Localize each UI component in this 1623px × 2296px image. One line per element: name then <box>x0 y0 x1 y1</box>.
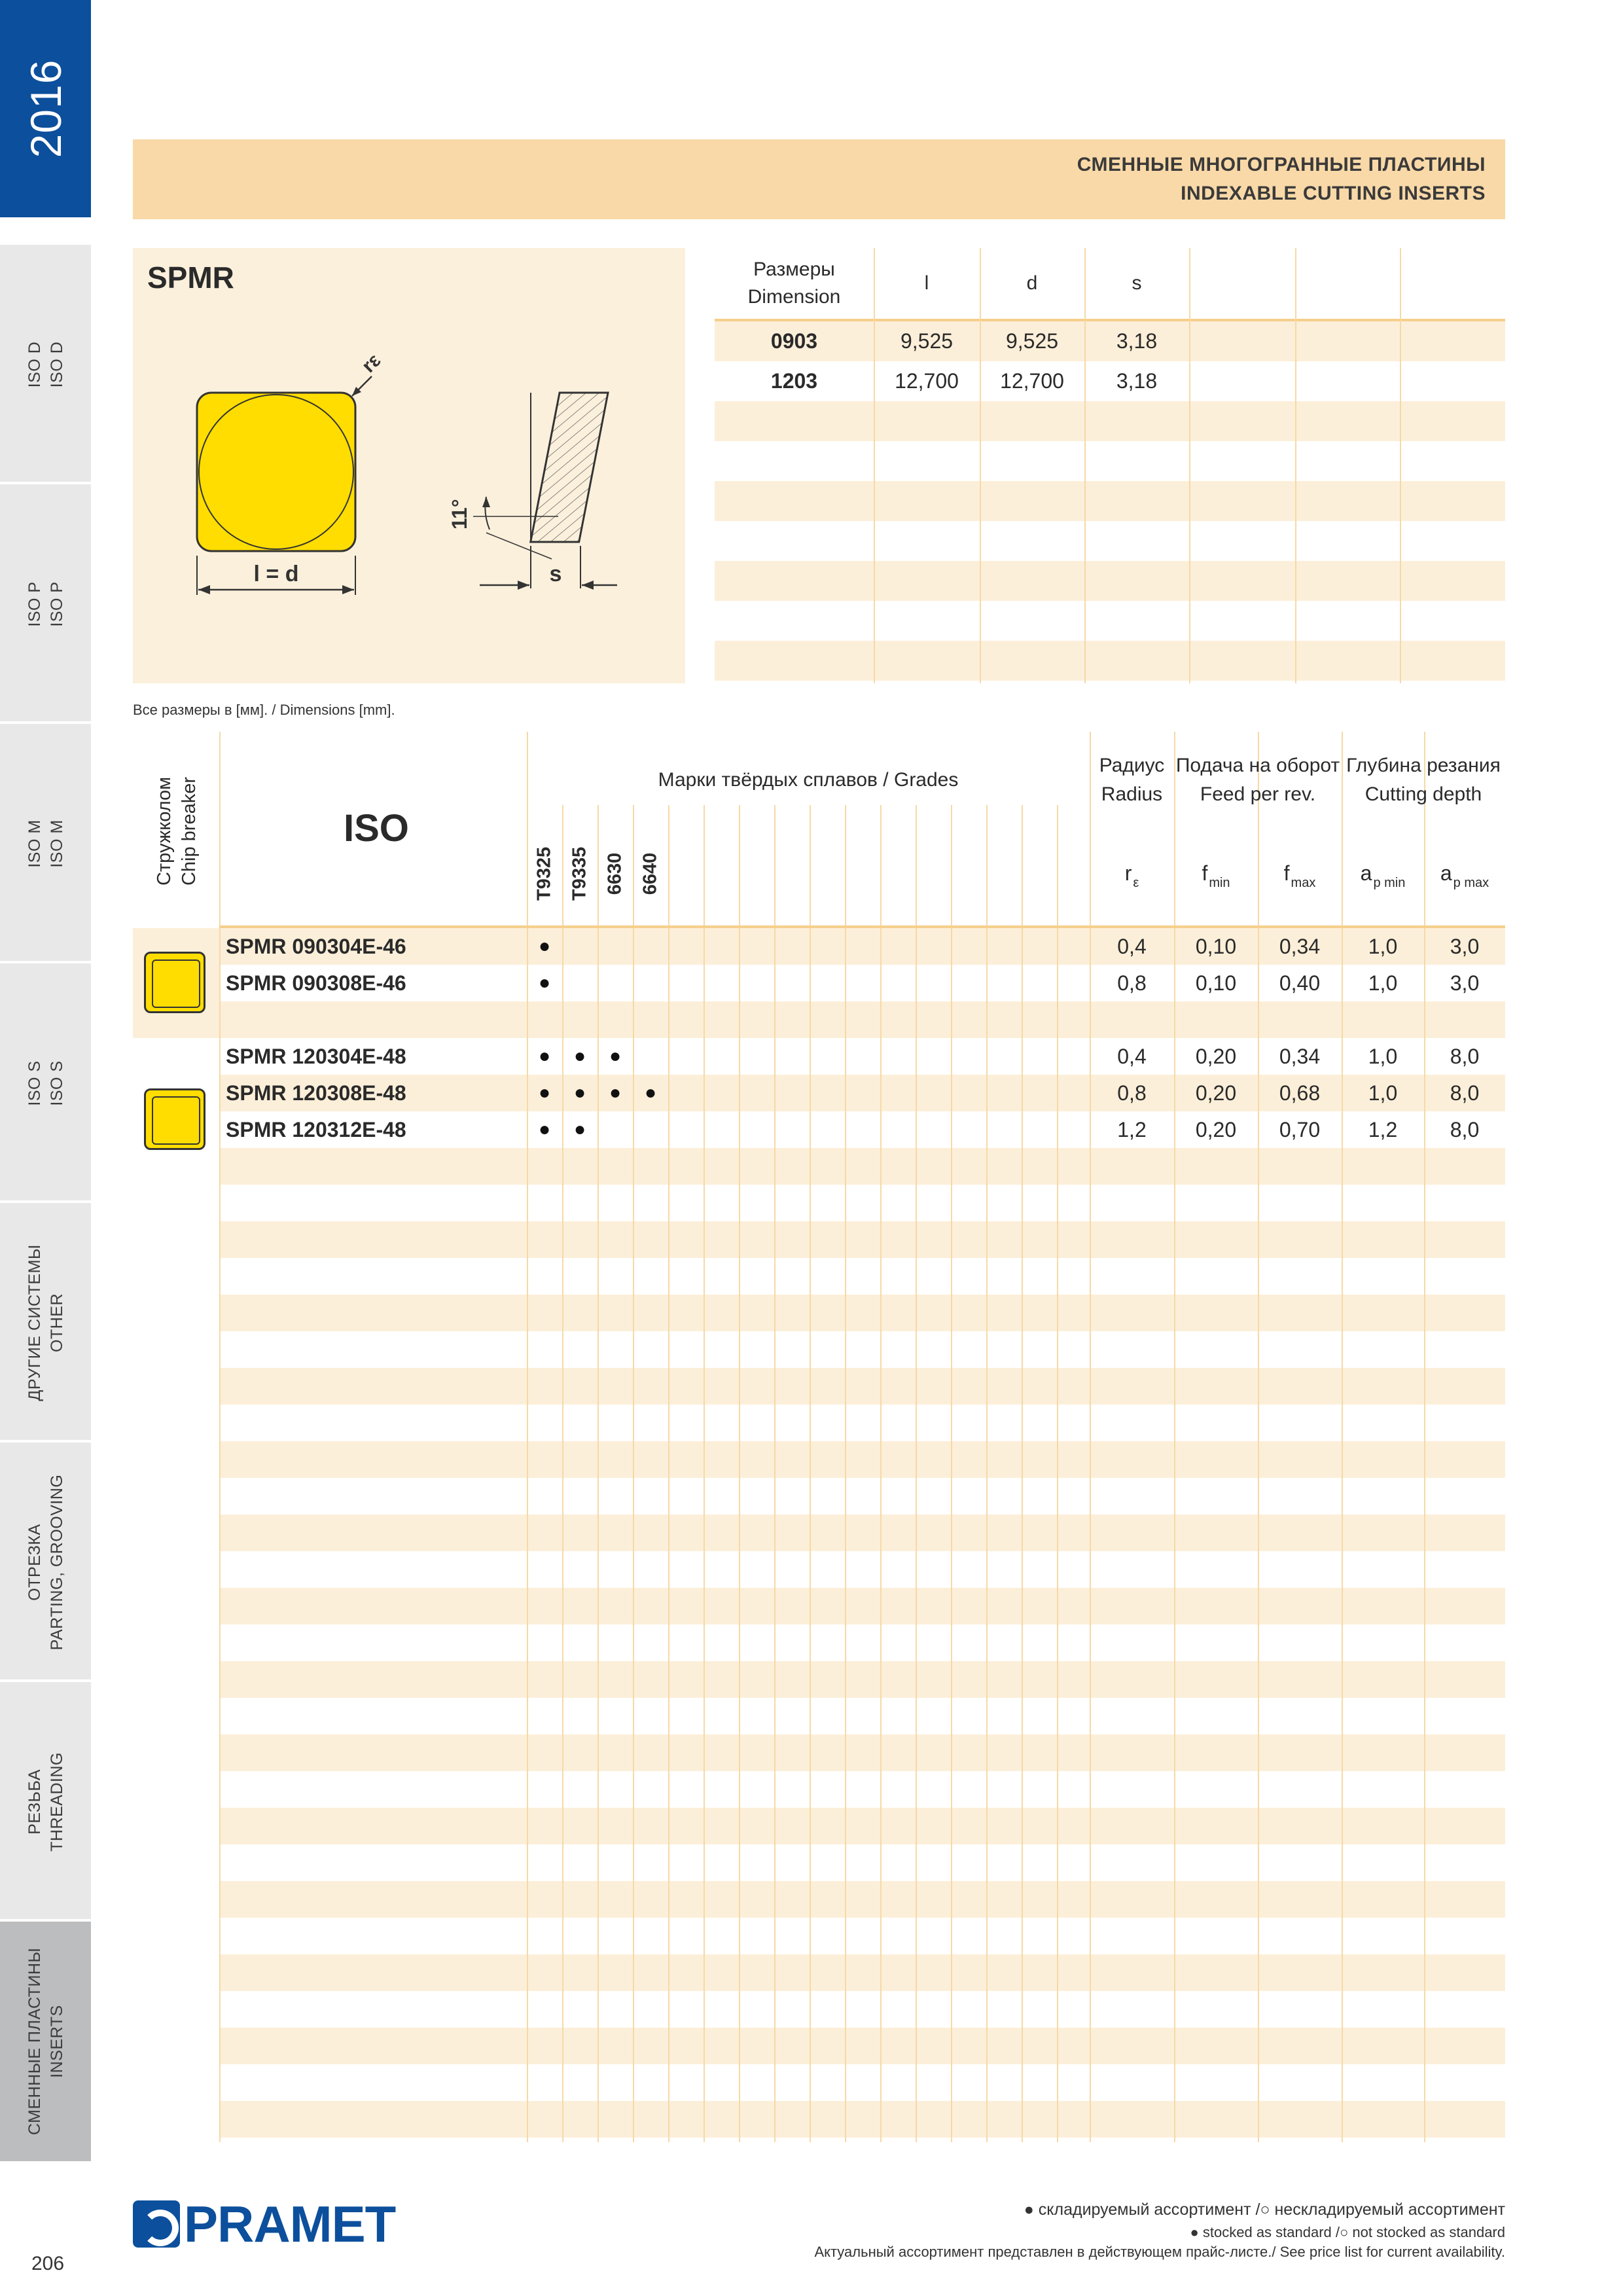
table-row-shade <box>219 1661 1505 1698</box>
dim-d-value: 9,525 <box>1005 329 1059 353</box>
year-tab <box>0 0 91 217</box>
table-row-shade <box>219 1001 1505 1038</box>
dimension-header-en: Dimension <box>747 286 841 308</box>
grade-column-line <box>1057 805 1058 2142</box>
chip-breaker-icon <box>144 952 205 1013</box>
grade-column-line <box>597 805 599 2142</box>
dim-divider <box>980 248 981 683</box>
table-row <box>219 928 1505 965</box>
dimension-row <box>715 321 1505 361</box>
insert-code: SPMR 090304E-46 <box>226 934 406 958</box>
grade-availability: ● <box>609 1082 622 1103</box>
angle-label: 11° <box>448 499 471 529</box>
table-row-shade <box>219 1441 1505 1478</box>
page-number: 206 <box>31 2253 65 2274</box>
apmin-value: 1,0 <box>1368 971 1398 995</box>
logo-text: PRAMET <box>184 2195 396 2253</box>
legend-ru: ● складируемый ассортимент /○ нескладируемый ассортимент <box>1024 2200 1505 2219</box>
dim-d-value: 12,700 <box>1000 369 1064 393</box>
grade-availability <box>597 965 633 1001</box>
insert-code: SPMR 120304E-48 <box>226 1044 406 1068</box>
grade-availability <box>597 928 633 965</box>
iso-header: ISO <box>344 807 409 850</box>
header-title-en: INDEXABLE CUTTING INSERTS <box>1181 183 1486 204</box>
apmax-value: 8,0 <box>1450 1117 1480 1141</box>
feed-header: Подача на оборот Feed per rev. <box>1175 755 1340 805</box>
grade-column-line <box>986 805 988 2142</box>
dimension-row-empty <box>715 481 1505 521</box>
grade-column-line <box>633 805 634 2142</box>
insert-front-view <box>197 393 355 551</box>
fmin-value: 0,10 <box>1195 934 1237 958</box>
table-row-shade <box>219 1881 1505 1918</box>
grade-availability: ● <box>573 1082 586 1103</box>
side-tab-iso-s[interactable]: ISO S ISO S <box>0 961 91 1203</box>
dimension-header-ru: Размеры <box>753 259 835 280</box>
table-row-shade <box>219 2101 1505 2138</box>
grade-column-line <box>774 805 776 2142</box>
table-row-shade <box>219 1515 1505 1551</box>
table-row-shade <box>219 1148 1505 1185</box>
table-row <box>219 965 1505 1001</box>
dim-code: 0903 <box>770 329 818 353</box>
grade-availability <box>633 1038 668 1075</box>
dim-divider <box>1400 248 1401 683</box>
grade-column-line <box>562 805 563 2142</box>
fmin-value: 0,20 <box>1195 1117 1237 1141</box>
insert-code: SPMR 120312E-48 <box>226 1117 406 1141</box>
apmax-value: 3,0 <box>1450 971 1480 995</box>
grade-name-t9335: T9335 <box>569 846 590 901</box>
dim-divider <box>1084 248 1086 683</box>
side-tab-iso-d[interactable]: ISO D ISO D <box>0 242 91 484</box>
grade-column-line <box>951 805 952 2142</box>
fmax-value: 0,34 <box>1279 934 1321 958</box>
table-row-shade <box>219 1368 1505 1405</box>
grade-availability <box>562 965 597 1001</box>
fmax-value: 0,68 <box>1279 1081 1321 1105</box>
table-row-shade <box>219 1588 1505 1624</box>
grade-availability: ● <box>538 935 551 957</box>
fmin-value: 0,20 <box>1195 1044 1237 1068</box>
table-row <box>219 1075 1505 1111</box>
table-row-shade <box>219 1734 1505 1771</box>
legend-en: ● stocked as standard /○ not stocked as standard <box>1190 2224 1505 2240</box>
insert-drawing <box>133 248 685 683</box>
side-tab-inserts[interactable]: СМЕННЫЕ ПЛАСТИНЫ INSERTS <box>0 1919 91 2161</box>
table-row-shade <box>219 1954 1505 1991</box>
grade-column-line <box>845 805 846 2142</box>
symbol-fmin: f $_{min}$ <box>1202 861 1230 890</box>
grade-availability: ● <box>538 1082 551 1103</box>
grade-availability: ● <box>538 1119 551 1140</box>
insert-drawing-panel <box>133 248 685 683</box>
dimension-row-empty <box>715 561 1505 601</box>
grade-column-line <box>739 805 740 2142</box>
grade-column-line <box>668 805 669 2142</box>
side-tab-other[interactable]: ДРУГИЕ СИСТЕМЫ OTHER <box>0 1200 91 1443</box>
apmin-value: 1,0 <box>1368 934 1398 958</box>
apmax-value: 8,0 <box>1450 1081 1480 1105</box>
dimension-row-empty <box>715 521 1505 561</box>
grade-availability <box>633 965 668 1001</box>
symbol-amin: a $_{p min}$ <box>1360 861 1406 890</box>
chip-breaker-cell <box>133 928 219 1038</box>
dim-divider <box>1189 248 1190 683</box>
dim-l-value: 9,525 <box>900 329 954 353</box>
dim-s-value: 3,18 <box>1116 329 1158 353</box>
apmin-value: 1,2 <box>1368 1117 1398 1141</box>
dim-s-label: s <box>549 562 562 586</box>
side-tab-parting-grooving[interactable]: ОТРЕЗКА PARTING, GROOVING <box>0 1440 91 1682</box>
grade-availability: ● <box>644 1082 657 1103</box>
insert-side-view <box>531 393 608 542</box>
apmax-value: 8,0 <box>1450 1044 1480 1068</box>
fmin-value: 0,20 <box>1195 1081 1237 1105</box>
dim-col-l: l <box>924 272 929 294</box>
symbol-r: r $_\varepsilon$ <box>1124 861 1139 890</box>
dim-col-s: s <box>1132 272 1142 294</box>
grade-availability: ● <box>573 1119 586 1140</box>
chip-breaker-icon <box>144 1088 205 1150</box>
dimension-table-header <box>715 248 1505 321</box>
dim-divider <box>1295 248 1296 683</box>
side-tab-iso-m[interactable]: ISO M ISO M <box>0 721 91 963</box>
dim-s-value: 3,18 <box>1116 369 1158 393</box>
dim-ld-label: l = d <box>253 562 299 586</box>
insert-type-title: SPMR <box>147 260 234 295</box>
table-row <box>219 1038 1505 1075</box>
radius-value: 1,2 <box>1117 1117 1147 1141</box>
grade-column-line <box>880 805 882 2142</box>
dim-col-d: d <box>1026 272 1038 294</box>
brand-logo <box>133 2195 396 2253</box>
chip-breaker-header: Стружколом Chip breaker <box>154 776 200 886</box>
apmax-value: 3,0 <box>1450 934 1480 958</box>
symbol-fmax: f $_{max}$ <box>1283 861 1316 890</box>
table-row-shade <box>219 1295 1505 1331</box>
year-label: 2016 <box>22 59 70 158</box>
grade-column-line <box>916 805 917 2142</box>
radius-value: 0,4 <box>1117 934 1147 958</box>
radius-value: 0,8 <box>1117 1081 1147 1105</box>
grade-name-t9325: T9325 <box>533 846 555 901</box>
grade-availability <box>633 928 668 965</box>
radius-value: 0,4 <box>1117 1044 1147 1068</box>
side-tab-iso-p[interactable]: ISO P ISO P <box>0 482 91 724</box>
grade-availability <box>597 1111 633 1148</box>
grade-availability <box>633 1111 668 1148</box>
insert-code: SPMR 120308E-48 <box>226 1081 406 1105</box>
grade-column-line <box>810 805 811 2142</box>
dim-l-value: 12,700 <box>895 369 959 393</box>
insert-code: SPMR 090308E-46 <box>226 971 406 995</box>
dimension-table <box>715 248 1505 681</box>
dimension-row-empty <box>715 441 1505 481</box>
apmin-value: 1,0 <box>1368 1081 1398 1105</box>
dim-divider <box>874 248 875 683</box>
symbol-amax: a $_{p max}$ <box>1440 861 1489 890</box>
dimension-row <box>715 361 1505 401</box>
header-title-ru: СМЕННЫЕ МНОГОГРАННЫЕ ПЛАСТИНЫ <box>1077 154 1486 175</box>
side-tab-threading[interactable]: РЕЗЬБА THREADING <box>0 1679 91 1922</box>
pramet-logo-icon <box>133 2200 180 2248</box>
depth-header: Глубина резания Cutting depth <box>1346 755 1501 805</box>
fmax-value: 0,34 <box>1279 1044 1321 1068</box>
radius-value: 0,8 <box>1117 971 1147 995</box>
fmax-value: 0,40 <box>1279 971 1321 995</box>
grade-name-6640: 6640 <box>639 852 661 895</box>
grades-title: Марки твёрдых сплавов / Grades <box>658 769 959 791</box>
dim-code: 1203 <box>770 369 818 393</box>
grade-availability: ● <box>573 1045 586 1067</box>
availability-note: Актуальный ассортимент представлен в действующем прайс-листе./ See price list for current availability. <box>814 2244 1505 2260</box>
header-bar <box>133 139 1505 219</box>
table-row-shade <box>219 1808 1505 1844</box>
grade-column-line <box>704 805 705 2142</box>
dimension-row-empty <box>715 641 1505 681</box>
dimensions-note: Все размеры в [мм]. / Dimensions [mm]. <box>133 702 395 718</box>
chip-breaker-cell <box>133 1038 219 1148</box>
grade-availability: ● <box>538 972 551 994</box>
table-row-shade <box>219 2028 1505 2064</box>
grade-availability: ● <box>609 1045 622 1067</box>
grade-column-line <box>1022 805 1023 2142</box>
table-row <box>219 1111 1505 1148</box>
grade-availability <box>562 928 597 965</box>
radius-label: rε <box>357 350 385 377</box>
radius-header: Радиус Radius <box>1099 755 1165 805</box>
apmin-value: 1,0 <box>1368 1044 1398 1068</box>
fmin-value: 0,10 <box>1195 971 1237 995</box>
dimension-row-empty <box>715 601 1505 641</box>
grade-availability: ● <box>538 1045 551 1067</box>
grade-name-6630: 6630 <box>604 852 626 895</box>
table-row-shade <box>219 1221 1505 1258</box>
dimension-row-empty <box>715 401 1505 441</box>
fmax-value: 0,70 <box>1279 1117 1321 1141</box>
